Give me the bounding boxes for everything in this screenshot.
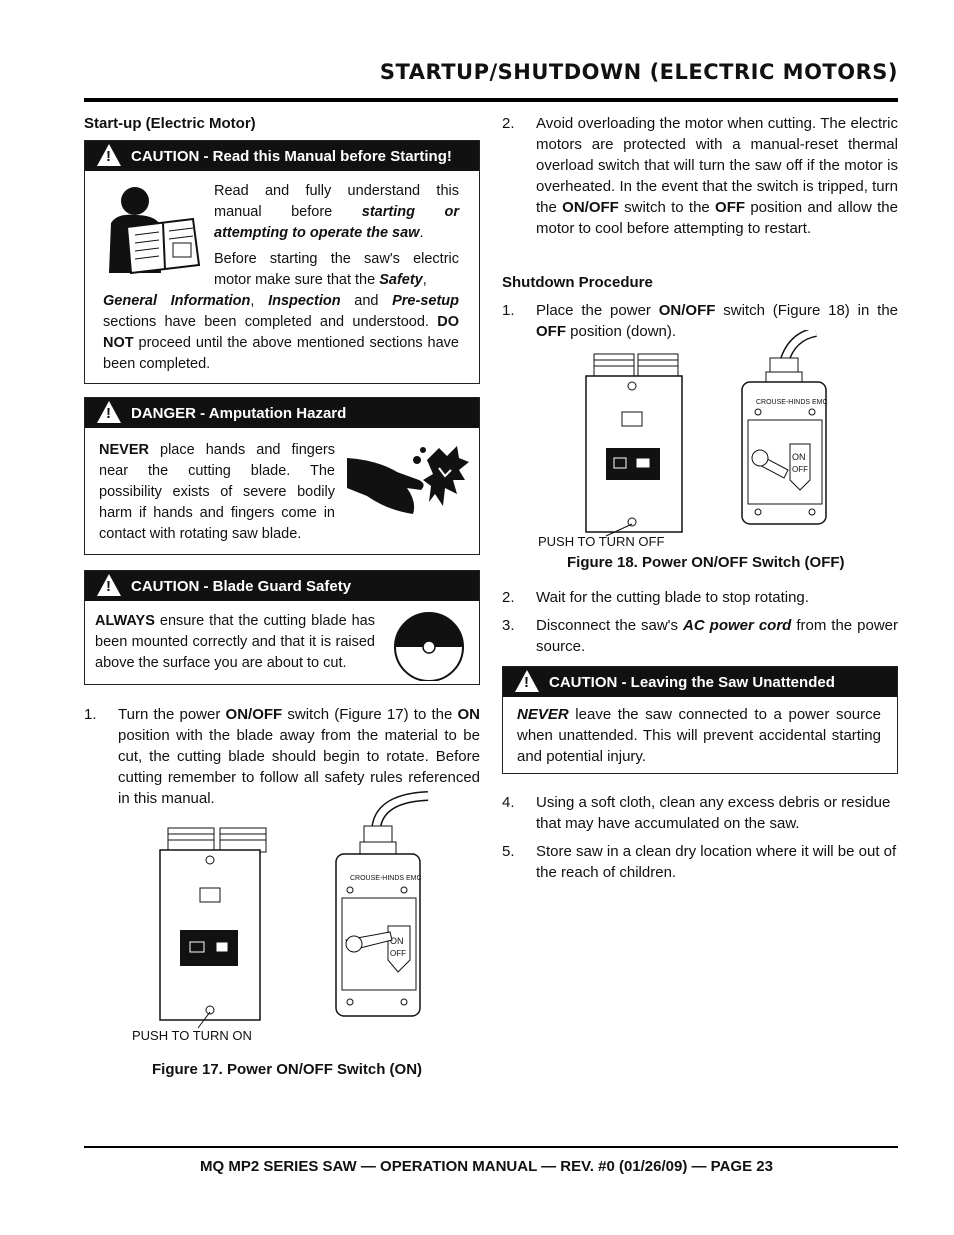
caution-unattended-title: CAUTION - Leaving the Saw Unattended xyxy=(549,673,835,691)
step2-number: 2. xyxy=(502,115,515,132)
fig17-brand: CROUSE-HINDS EMC xyxy=(350,875,422,882)
caution-unattended-box xyxy=(502,666,898,774)
shutdown-subheading: Shutdown Procedure xyxy=(502,274,653,291)
blade-guard-header xyxy=(85,571,479,601)
blade-guard-text: ALWAYS ensure that the cutting blade has been mounted correctly and that it is raised above the surface you are about to cut. xyxy=(95,613,375,671)
warning-icon xyxy=(515,670,539,692)
fig18-off: OFF xyxy=(792,465,808,474)
hand-amputation-icon xyxy=(347,440,471,530)
sd4-number: 4. xyxy=(502,794,515,811)
blade-guard-icon xyxy=(387,605,471,681)
sd5-text: Store saw in a clean dry location where it will be out of the reach of children. xyxy=(536,843,897,881)
sd3-text: Disconnect the saw's AC power cord from the power source. xyxy=(536,617,898,655)
fig18-push-label: PUSH TO TURN OFF xyxy=(538,534,665,549)
figure17-caption: Figure 17. Power ON/OFF Switch (ON) xyxy=(152,1061,423,1078)
step1-number: 1. xyxy=(84,706,97,723)
figure18-caption: Figure 18. Power ON/OFF Switch (OFF) xyxy=(567,554,845,571)
caution-manual-box xyxy=(84,140,480,384)
reading-manual-icon xyxy=(97,183,205,279)
footer-rule xyxy=(84,1146,898,1148)
blade-guard-title: CAUTION - Blade Guard Safety xyxy=(131,577,352,595)
header-rule xyxy=(84,98,898,102)
danger-text: NEVER place hands and fingers near the cutting blade. The possibility exists of severe bodily harm if hands and fingers come in contact with rotating saw blade. xyxy=(99,442,335,542)
fig18-brand: CROUSE-HINDS EMC xyxy=(756,399,828,406)
sd2-number: 2. xyxy=(502,589,515,606)
startup-subheading: Start-up (Electric Motor) xyxy=(84,115,256,132)
fig17-on: ON xyxy=(390,936,404,946)
danger-title: DANGER - Amputation Hazard xyxy=(131,404,347,422)
step2-text: Avoid overloading the motor when cutting. The electric motors are protected with a manual-reset thermal overload switch that will turn the saw off if the motor is overheated. In the event that the switch is tripped, turn the ON/OFF switch to the OFF position and allow the motor to cool before attempting to restart. xyxy=(536,115,898,237)
caution-manual-p2b: General Information, Inspection and Pre-setup sections have been completed and understood. DO NOT proceed until the above mentioned sections have been completed. xyxy=(103,293,459,372)
danger-box xyxy=(84,397,480,555)
warning-icon xyxy=(97,574,121,596)
caution-unattended-text: NEVER leave the saw connected to a power source when unattended. This will prevent accidental starting and potential injury. xyxy=(517,706,881,765)
caution-unattended-header xyxy=(503,667,897,697)
figure18-switch-diagram xyxy=(536,330,836,552)
caution-manual-title: CAUTION - Read this Manual before Starting! xyxy=(131,147,452,165)
fig17-push-label: PUSH TO TURN ON xyxy=(132,1028,252,1043)
sd2-text: Wait for the cutting blade to stop rotating. xyxy=(536,589,809,606)
sd1-text: Place the power ON/OFF switch (Figure 18) in the OFF position (down). xyxy=(536,302,899,340)
sd4-text: Using a soft cloth, clean any excess debris or residue that may have accumulated on the saw. xyxy=(536,794,891,832)
danger-header xyxy=(85,398,479,428)
caution-manual-p2a: Before starting the saw's electric motor make sure that the Safety, xyxy=(214,251,459,288)
step1-text: Turn the power ON/OFF switch (Figure 17) to the ON position with the blade away from the material to be cut, the cutting blade should begin to rotate. Before cutting remember to follow all safety rules referenced in this manual. xyxy=(118,706,480,807)
page-title: STARTUP/SHUTDOWN (ELECTRIC MOTORS) xyxy=(379,60,898,84)
blade-guard-box xyxy=(84,570,480,685)
sd1-number: 1. xyxy=(502,302,515,319)
figure17-switch-diagram xyxy=(128,790,444,1046)
sd5-number: 5. xyxy=(502,843,515,860)
caution-manual-p1: Read and fully understand this manual before starting or attempting to operate the saw. xyxy=(214,183,460,241)
fig17-off: OFF xyxy=(390,949,406,958)
fig18-on: ON xyxy=(792,452,806,462)
footer-text: MQ MP2 SERIES SAW — OPERATION MANUAL — REV. #0 (01/26/09) — PAGE 23 xyxy=(200,1158,773,1175)
warning-icon xyxy=(97,144,121,166)
warning-icon xyxy=(97,401,121,423)
sd3-number: 3. xyxy=(502,617,515,634)
caution-manual-header xyxy=(85,141,479,171)
